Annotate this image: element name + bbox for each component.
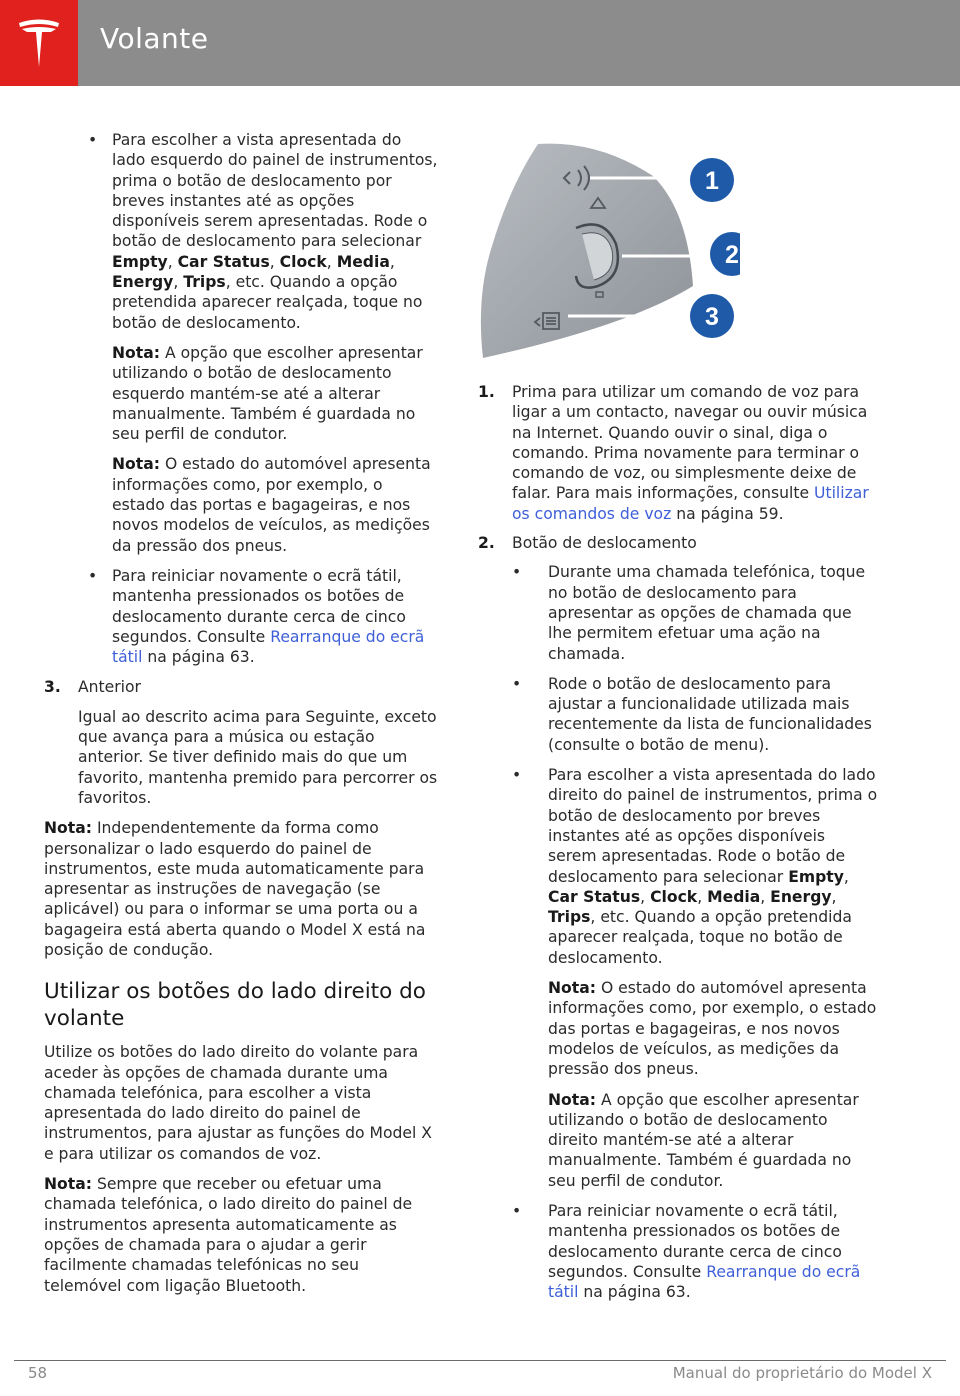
numbered-item: 3. Anterior: [44, 678, 141, 697]
callout-2: [710, 232, 740, 276]
callout-3: [690, 294, 734, 338]
page-number: 58: [28, 1364, 48, 1382]
list-item: • Para reiniciar novamente o ecrã tátil, mantenha pressionados os botões de deslocamento durante cerca de cinco segundos. Consulte Rearranque do ecrã tátil na página 63.: [66, 566, 439, 667]
note: Nota: A opção que escolher apresentar utilizando o botão de deslocamento direito mantém-se até a alterar manualmente. Também é guardada no seu perfil de condutor.: [548, 1090, 859, 1190]
note: Nota: Independentemente da forma como personalizar o lado esquerdo do painel de instrumentos, este muda automaticamente para apresentar as instruções de navegação (se aplicável) ou para o informar se uma porta ou a bagageira está aberta quando o Model X está na posição de condução.: [44, 819, 426, 959]
paragraph: Utilize os botões do lado direito do volante para aceder às opções de chamada durante uma chamada telefónica, para escolher a vista apresentada do lado direito do painel de instrumentos, para ajustar as funções do Model X e para utilizar os comandos de voz.: [44, 1043, 432, 1163]
callout-number: 3: [705, 303, 719, 331]
page-title: Volante: [100, 22, 209, 55]
footer-divider: [14, 1360, 946, 1361]
list-item: • Durante uma chamada telefónica, toque no botão de deslocamento para apresentar as opções de chamada que lhe permitem efetuar uma ação na chamada.: [512, 562, 878, 663]
tesla-logo-icon: [16, 17, 62, 69]
manual-title: Manual do proprietário do Model X: [672, 1364, 932, 1382]
note: Nota: A opção que escolher apresentar utilizando o botão de deslocamento esquerdo mantém-se até a alterar manualmente. Também é guardada no seu perfil de condutor.: [112, 343, 423, 444]
restart-touchscreen-link[interactable]: Rearranque do ecrã tátil: [112, 627, 425, 667]
left-column: [44, 130, 439, 1306]
callout-number: 1: [705, 167, 719, 195]
page-header: [0, 0, 960, 86]
tesla-logo: [0, 0, 78, 86]
note: Nota: Sempre que receber ou efetuar uma chamada telefónica, o lado direito do painel de instrumentos apresenta automaticamente as opções de chamada para o ajudar a gerir facilmente chamadas telefónicas no seu telemóvel com ligação Bluetooth.: [44, 1175, 413, 1295]
numbered-item-body: Igual ao descrito acima para Seguinte, exceto que avança para a música ou estação anterior. Se tiver definido mais do que um favorito, mantenha premido para percorrer os favoritos.: [78, 707, 438, 807]
callout-1: [690, 158, 734, 202]
list-item: • Para reiniciar novamente o ecrã tátil, mantenha pressionados os botões de deslocamento durante cerca de cinco segundos. Consulte Rearranque do ecrã tátil na página 63.: [512, 1201, 878, 1302]
restart-touchscreen-link[interactable]: Rearranque do ecrã tátil: [548, 1262, 861, 1302]
note: Nota: O estado do automóvel apresenta informações como, por exemplo, o estado das portas e bagageiras, e nos novos modelos de veículos, as medições da pressão dos pneus.: [112, 455, 431, 555]
note: Nota: O estado do automóvel apresenta informações como, por exemplo, o estado das portas e bagageiras, e nos novos modelos de veículos, as medições da pressão dos pneus.: [548, 979, 877, 1079]
list-item: • Rode o botão de deslocamento para ajustar a funcionalidade utilizada mais recentemente da lista de funcionalidades (consulte o botão de menu).: [512, 674, 878, 755]
numbered-item: 1. Prima para utilizar um comando de voz para ligar a um contacto, navegar ou ouvir música na Internet. Quando ouvir o sinal, diga o comando. Prima novamente para terminar o comando de voz, ou simplesmente deixe de falar. Para mais informações, consulte Utilizar os comandos de voz na página 59.: [478, 383, 869, 523]
right-column: [478, 382, 878, 1312]
steering-wheel-buttons-figure: [478, 136, 740, 362]
numbered-item: 2. Botão de deslocamento: [478, 534, 697, 553]
callout-number: 2: [725, 241, 739, 269]
list-item: • Para escolher a vista apresentada do lado direito do painel de instrumentos, prima o botão de deslocamento por breves instantes até as opções disponíveis serem apresentadas. Rode o botão de deslocamento para selecionar Empty, Car Status, Clock, Media, Energy, Trips, etc. Quando a opção pretendida aparecer realçada, toque no botão de deslocamento.: [512, 765, 878, 968]
section-heading: Utilizar os botões do lado direito do volante: [44, 979, 426, 1032]
list-item: • Para escolher a vista apresentada do lado esquerdo do painel de instrumentos, prima o botão de deslocamento por breves instantes até as opções disponíveis serem apresentadas. Rode o botão de deslocamento para selecionar Empty, Car Status, Clock, Media, Energy, Trips, etc. Quando a opção pretendida aparecer realçada, toque no botão de deslocamento.: [66, 130, 439, 333]
voice-commands-link[interactable]: Utilizar os comandos de voz: [512, 484, 869, 523]
